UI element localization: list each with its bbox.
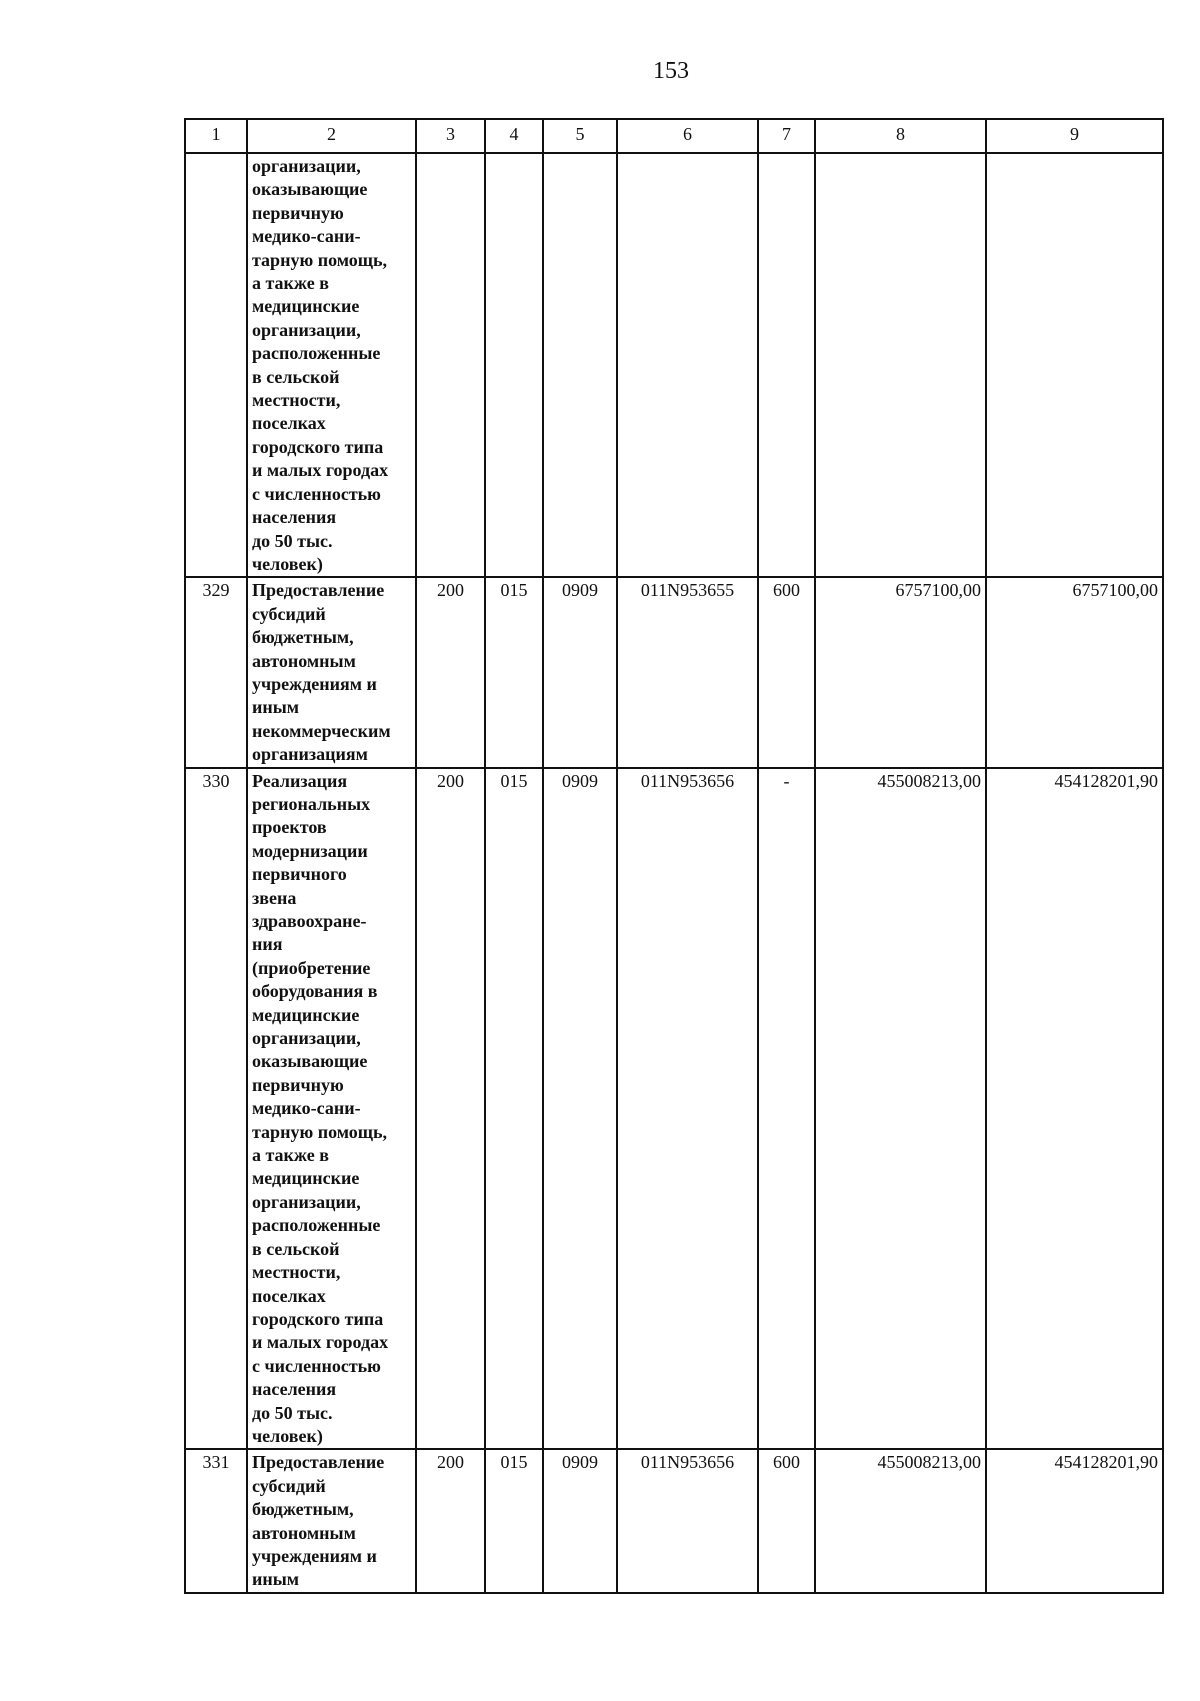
col5-cell: 0909	[543, 768, 617, 1450]
description-line: медицинские	[252, 1004, 360, 1025]
header-cell-2: 2	[247, 119, 416, 153]
col7-cell: -	[758, 768, 815, 1450]
description-line: субсидий	[252, 603, 326, 624]
col8-cell: 455008213,00	[815, 1449, 986, 1592]
description-line: автономным	[252, 1522, 356, 1543]
description-line: региональных	[252, 793, 371, 814]
description-line: оборудования в	[252, 981, 378, 1002]
description-line: местности,	[252, 390, 341, 411]
table-row	[185, 153, 1163, 577]
description-line: некоммерческим	[252, 720, 391, 741]
description-line: автономным	[252, 650, 356, 671]
description-line: в сельской	[252, 366, 340, 387]
description-line: расположенные	[252, 1215, 381, 1236]
description-line: и малых городах	[252, 460, 389, 481]
description-line: медицинские	[252, 296, 360, 317]
description-line: проектов	[252, 817, 327, 838]
description-line: населения	[252, 1379, 337, 1400]
description-cell	[247, 1449, 416, 1592]
description-line: человек)	[252, 553, 323, 574]
description-line: городского типа	[252, 436, 384, 457]
col9-cell: 6757100,00	[986, 577, 1163, 767]
description-line: поселках	[252, 1285, 326, 1306]
header-cell-3: 3	[416, 119, 485, 153]
description-line: и малых городах	[252, 1332, 389, 1353]
description-line: модернизации	[252, 840, 368, 861]
description-line: звена	[252, 887, 297, 908]
row-number-cell: 329	[185, 577, 247, 767]
col5-cell	[543, 153, 617, 577]
description-line: Предоставление	[252, 1452, 385, 1473]
description-line: а также в	[252, 1145, 329, 1166]
description-cell	[247, 153, 416, 577]
page-number: 153	[653, 58, 689, 84]
description-line: с численностью	[252, 1355, 381, 1376]
description-line: организации,	[252, 319, 361, 340]
col8-cell	[815, 153, 986, 577]
description-line: иным	[252, 697, 300, 718]
description-line: организации,	[252, 1191, 361, 1212]
description-line: населения	[252, 507, 337, 528]
col9-cell	[986, 153, 1163, 577]
description-line: до 50 тыс.	[252, 1402, 333, 1423]
row-number-cell	[185, 153, 247, 577]
description-line: ния	[252, 934, 283, 955]
description-line: организации,	[252, 156, 361, 176]
description-line: первичную	[252, 1074, 344, 1095]
description-line: бюджетным,	[252, 1499, 354, 1520]
description-line: первичную	[252, 202, 344, 223]
col3-cell	[416, 153, 485, 577]
col3-cell: 200	[416, 577, 485, 767]
col4-cell: 015	[485, 1449, 543, 1592]
description-line: субсидий	[252, 1475, 326, 1496]
header-cell-7: 7	[758, 119, 815, 153]
description-line: учреждениям и	[252, 673, 377, 694]
description-line: поселках	[252, 413, 326, 434]
description-line: городского типа	[252, 1308, 384, 1329]
col4-cell: 015	[485, 577, 543, 767]
description-line: Реализация	[252, 770, 348, 791]
col3-cell: 200	[416, 768, 485, 1450]
col8-cell: 6757100,00	[815, 577, 986, 767]
col5-cell: 0909	[543, 1449, 617, 1592]
description-line: оказывающие	[252, 179, 368, 200]
description-line: тарную помощь,	[252, 1121, 387, 1142]
description-line: тарную помощь,	[252, 249, 387, 270]
description-line: человек)	[252, 1425, 323, 1446]
description-line: расположенные	[252, 343, 381, 364]
description-line: (приобретение	[252, 957, 371, 978]
col6-cell: 011N953656	[617, 1449, 758, 1592]
col3-cell: 200	[416, 1449, 485, 1592]
description-line: Предоставление	[252, 580, 385, 601]
description-cell	[247, 768, 416, 1450]
table-row	[185, 768, 1163, 1450]
col4-cell	[485, 153, 543, 577]
col5-cell: 0909	[543, 577, 617, 767]
col6-cell: 011N953656	[617, 768, 758, 1450]
header-cell-8: 8	[815, 119, 986, 153]
header-cell-9: 9	[986, 119, 1163, 153]
description-line: а также в	[252, 273, 329, 294]
table-body	[185, 119, 1163, 1593]
row-number-cell: 331	[185, 1449, 247, 1592]
budget-table	[184, 118, 1164, 1594]
description-line: до 50 тыс.	[252, 530, 333, 551]
description-line: медико-сани-	[252, 1098, 361, 1119]
description-line: оказывающие	[252, 1051, 368, 1072]
description-line: иным	[252, 1569, 300, 1590]
col9-cell: 454128201,90	[986, 1449, 1163, 1592]
table-row	[185, 1449, 1163, 1592]
description-line: бюджетным,	[252, 627, 354, 648]
col7-cell: 600	[758, 1449, 815, 1592]
header-cell-4: 4	[485, 119, 543, 153]
header-cell-1: 1	[185, 119, 247, 153]
col7-cell: 600	[758, 577, 815, 767]
description-line: здравоохране-	[252, 911, 367, 931]
description-cell	[247, 577, 416, 767]
description-line: местности,	[252, 1262, 341, 1283]
header-row	[185, 119, 1163, 153]
description-line: организации,	[252, 1028, 361, 1049]
table-row	[185, 577, 1163, 767]
description-line: в сельской	[252, 1238, 340, 1259]
col7-cell	[758, 153, 815, 577]
description-line: учреждениям и	[252, 1545, 377, 1566]
col6-cell	[617, 153, 758, 577]
description-line: медицинские	[252, 1168, 360, 1189]
header-cell-6: 6	[617, 119, 758, 153]
description-line: первичного	[252, 864, 347, 885]
col9-cell: 454128201,90	[986, 768, 1163, 1450]
col4-cell: 015	[485, 768, 543, 1450]
header-cell-5: 5	[543, 119, 617, 153]
row-number-cell: 330	[185, 768, 247, 1450]
description-line: с численностью	[252, 483, 381, 504]
col6-cell: 011N953655	[617, 577, 758, 767]
col8-cell: 455008213,00	[815, 768, 986, 1450]
description-line: организациям	[252, 744, 368, 765]
description-line: медико-сани-	[252, 226, 361, 247]
